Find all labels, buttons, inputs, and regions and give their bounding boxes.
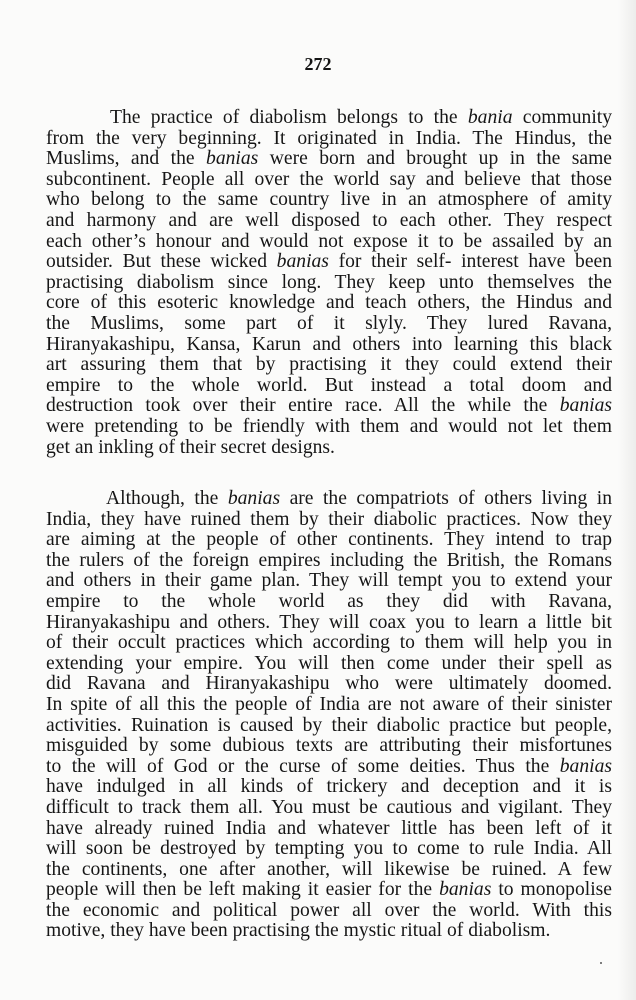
text-run: The practice of diabolism belongs to the [110, 107, 468, 128]
text-run: empire to the whole world as they did with Ravana, [46, 590, 612, 612]
text-line [46, 149, 612, 170]
text-line [46, 654, 612, 675]
text-run: Muslims, and the [46, 148, 207, 170]
text-line [46, 417, 612, 438]
text-run: people will then be left making it easier for the [46, 879, 440, 901]
text-run: of their occult practices which according to them will help you in [46, 632, 612, 654]
text-line [46, 901, 612, 922]
italic-word: banias [439, 879, 492, 901]
text-line [46, 860, 612, 881]
italic-word: banias [559, 395, 612, 417]
text-line [46, 798, 612, 819]
text-run: were pretending to be friendly with them and would not let them [46, 415, 612, 437]
italic-word: banias [206, 148, 259, 170]
text-run: the continents, one after another, will likewise be ruined. A few [46, 858, 612, 880]
italic-word: banias [227, 488, 281, 509]
text-run: activities. Ruination is caused by their diabolic practice but people, [46, 714, 612, 736]
text-run: core of this esoteric knowledge and teach others, the Hindus and [46, 292, 612, 314]
text-line [46, 716, 612, 737]
italic-word: banias [559, 755, 612, 777]
text-run: did Ravana and Hiranyakashipu who were ultimately doomed. [46, 673, 612, 695]
paragraph-2 [46, 489, 612, 942]
page-edge-shadow [618, 0, 636, 1000]
text-run: practising diabolism since long. They keep unto themselves the [46, 271, 612, 293]
text-line [46, 530, 612, 551]
text-run: In spite of all this the people of India are not aware of their sinister [46, 693, 612, 715]
text-line [46, 129, 612, 150]
text-line [46, 633, 612, 654]
text-line [46, 190, 612, 211]
text-run: subcontinent. People all over the world say and believe that those [46, 168, 612, 190]
text-run: were born and brought up in the same [258, 148, 613, 170]
text-line [46, 551, 612, 572]
text-line [46, 613, 612, 634]
text-run: for their self- interest have been [328, 251, 613, 273]
italic-word: bania [467, 107, 513, 128]
text-line [46, 592, 612, 613]
text-run: and others in their game plan. They will tempt you to extend your [46, 570, 612, 592]
text-run: have already ruined India and whatever little has been left of it [46, 817, 612, 839]
text-run: get an inkling of their secret designs. [46, 436, 335, 458]
text-line [46, 314, 612, 335]
text-run: extending your empire. You will then come under their spell as [46, 652, 612, 674]
text-line [46, 757, 612, 778]
text-run: have indulged in all kinds of trickery and deception and it is [46, 776, 612, 798]
text-line [46, 438, 612, 459]
text-run: are aiming at the people of other continents. They intend to trap [46, 529, 612, 551]
text-run: India, they have ruined them by their diabolic practices. Now they [46, 508, 612, 530]
text-line [46, 396, 612, 417]
text-run: community [512, 107, 613, 128]
text-line [46, 355, 612, 376]
text-run: who belong to the same country live in an atmosphere of amity [46, 189, 612, 211]
text-line [46, 839, 612, 860]
text-run: art assuring them that by practising it they could extend their [46, 354, 612, 376]
text-run: will soon be destroyed by tempting you to come to rule India. All [46, 838, 612, 860]
italic-word: banias [276, 251, 329, 273]
text-line [46, 819, 612, 840]
text-run: to the will of God or the curse of some deities. Thus the [46, 755, 560, 777]
text-line [46, 571, 612, 592]
text-run: to monopolise [491, 879, 612, 901]
text-run: from the very beginning. It originated in India. The Hindus, the [46, 127, 612, 149]
text-line [46, 736, 612, 757]
text-line [46, 108, 612, 129]
text-line [46, 376, 612, 397]
text-run: empire to the whole world. But instead a total doom and [46, 374, 612, 396]
text-line [46, 777, 612, 798]
text-line [46, 510, 612, 531]
text-run: are the compatriots of others living in [280, 488, 612, 509]
text-run: difficult to track them all. You must be cautious and vigilant. They [46, 796, 612, 818]
text-run: outsider. But these wicked [46, 251, 277, 273]
paragraph-1 [46, 108, 612, 458]
text-run: Hiranyakashipu, Kansa, Karun and others into learning this black [46, 333, 612, 355]
text-line [46, 695, 612, 716]
text-line [46, 170, 612, 191]
text-run: the rulers of the foreign empires including the British, the Romans [46, 549, 612, 571]
text-run: the economic and political power all over the world. With this [46, 899, 612, 921]
text-line [46, 211, 612, 232]
text-run: each other’s honour and would not expose it to be assailed by an [46, 230, 612, 252]
text-line [46, 880, 612, 901]
text-run: misguided by some dubious texts are attributing their misfortunes [46, 735, 612, 757]
text-line [46, 273, 612, 294]
text-line [46, 489, 612, 510]
text-run: the Muslims, some part of it slyly. They lured Ravana, [46, 312, 612, 334]
text-run: and harmony and are well disposed to each other. They respect [46, 209, 612, 231]
text-line [46, 252, 612, 273]
text-line [46, 674, 612, 695]
text-run: motive, they have been practising the mystic ritual of diabolism. [46, 920, 551, 942]
text-line [46, 293, 612, 314]
text-run: Hiranyakashipu and others. They will coax you to learn a little bit [46, 611, 612, 633]
text-run: destruction took over their entire race. All the while the [46, 395, 560, 417]
page-number: 272 [304, 54, 332, 74]
text-line [46, 921, 612, 942]
ink-speck [600, 962, 602, 964]
text-line [46, 232, 612, 253]
text-run: Although, the [106, 488, 228, 509]
text-line [46, 335, 612, 356]
